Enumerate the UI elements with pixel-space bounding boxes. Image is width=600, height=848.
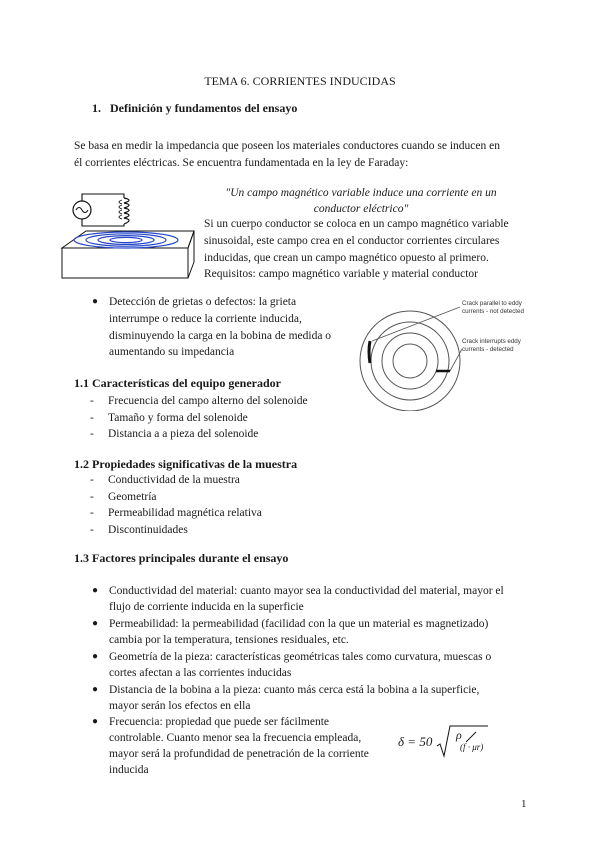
dash-mark: - <box>90 507 94 519</box>
faraday-quote-line-1: "Un campo magnético variable induce una corriente en un <box>225 187 497 199</box>
list-item-text: Geometría <box>108 490 157 503</box>
penetration-depth-formula <box>398 724 498 760</box>
page-title: TEMA 6. CORRIENTES INDUCIDAS <box>204 74 396 88</box>
list-item-text: Tamaño y forma del solenoide <box>108 411 248 424</box>
bullet-dot: ● <box>92 684 99 695</box>
crack-label-1-line-1: Crack parallel to eddy <box>462 300 522 307</box>
desc-line-4: Requisitos: campo magnético variable y material conductor <box>204 268 478 280</box>
bullet-dot: ● <box>92 651 99 662</box>
formula-lhs: δ = 50 <box>398 734 433 749</box>
frequency-line-2: controlable. Cuanto menor sea la frecuencia empleada, <box>109 732 362 744</box>
factor-line-2: mayor serán los efectos en ella <box>109 700 251 712</box>
section-1-number: 1. <box>92 101 101 115</box>
section-1-heading: Definición y fundamentos del ensayo <box>110 101 298 115</box>
intro-line-2: él corrientes eléctricas. Se encuentra fundamentada en la ley de Faraday: <box>74 157 409 169</box>
frequency-line-4: inducida <box>109 764 149 776</box>
dash-mark: - <box>90 395 94 407</box>
defect-line-1: Detección de grietas o defectos: la grieta <box>109 296 297 308</box>
faraday-quote-line-2: conductor eléctrico" <box>313 203 409 215</box>
factor-line-1: Distancia de la bobina a la pieza: cuanto más cerca está la bobina a la superficie, <box>109 684 480 696</box>
page-number: 1 <box>521 798 527 810</box>
dash-mark: - <box>90 523 94 536</box>
factor-line-2: cortes afectan a las corrientes inducidas <box>109 667 292 679</box>
factor-line-1: Geometría de la pieza: características geométricas tales como curvatura, muescas o <box>109 651 492 663</box>
defect-line-4: aumentando su impedancia <box>109 346 235 358</box>
list-item-text: Conductividad de la muestra <box>108 474 240 486</box>
crack-detection-figure <box>352 293 552 411</box>
bullet-dot: ● <box>92 716 99 727</box>
crack-label-2-line-2: currents - detected <box>462 346 514 353</box>
intro-line-1: Se basa en medir la impedancia que poseen los materiales conductores cuando se inducen en <box>74 140 500 152</box>
defect-line-3: disminuyendo la carga en la bobina de medida o <box>109 330 332 342</box>
list-item-text: Frecuencia del campo alterno del solenoide <box>108 395 308 407</box>
formula-denominator: (f · μr) <box>460 742 484 752</box>
formula-numerator: ρ <box>456 728 462 742</box>
dash-mark: - <box>90 490 94 503</box>
factor-line-2: cambia por la temperatura, tensiones residuales, etc. <box>109 634 349 646</box>
bullet-dot: ● <box>92 618 99 629</box>
bullet-dot: ● <box>92 585 99 596</box>
bullet-dot: ● <box>92 296 99 307</box>
crack-label-2-line-1: Crack interrupts eddy <box>462 338 521 345</box>
desc-line-3: inducidas, que crean un campo magnético opuesto al primero. <box>204 252 489 264</box>
dash-mark: - <box>90 411 94 424</box>
radical-sign <box>436 724 488 758</box>
list-item-text: Discontinuidades <box>108 523 188 536</box>
frequency-line-1: Frecuencia: propiedad que puede ser fácilmente <box>109 716 329 728</box>
crack-label-1-line-2: currents - not detected <box>462 308 524 315</box>
dash-mark: - <box>90 474 94 486</box>
factor-line-1: Conductividad del material: cuanto mayor sea la conductividad del material, mayor el <box>109 585 504 597</box>
list-item-text: Distancia a a pieza del solenoide <box>108 428 259 440</box>
factor-line-2: flujo de corriente inducida en la superficie <box>109 601 304 613</box>
defect-line-2: interrumpe o reduce la corriente inducida, <box>109 313 302 325</box>
eddy-current-coil-figure <box>60 186 196 288</box>
dash-mark: - <box>90 428 94 440</box>
factor-line-1: Permeabilidad: la permeabilidad (facilidad con la que un material es magnetizado) <box>109 618 489 630</box>
list-item-text: Permeabilidad magnética relativa <box>108 507 262 519</box>
section-1-2-heading: 1.2 Propiedades significativas de la muestra <box>74 457 298 471</box>
section-1-1-heading: 1.1 Características del equipo generador <box>74 376 281 390</box>
section-1-3-heading: 1.3 Factores principales durante el ensayo <box>74 551 289 565</box>
frequency-line-3: mayor será la profundidad de penetración de la corriente <box>109 748 369 760</box>
desc-line-2: sinusoidal, este campo crea en el conductor corrientes circulares <box>204 235 500 247</box>
desc-line-1: Si un cuerpo conductor se coloca en un campo magnético variable <box>204 218 509 230</box>
